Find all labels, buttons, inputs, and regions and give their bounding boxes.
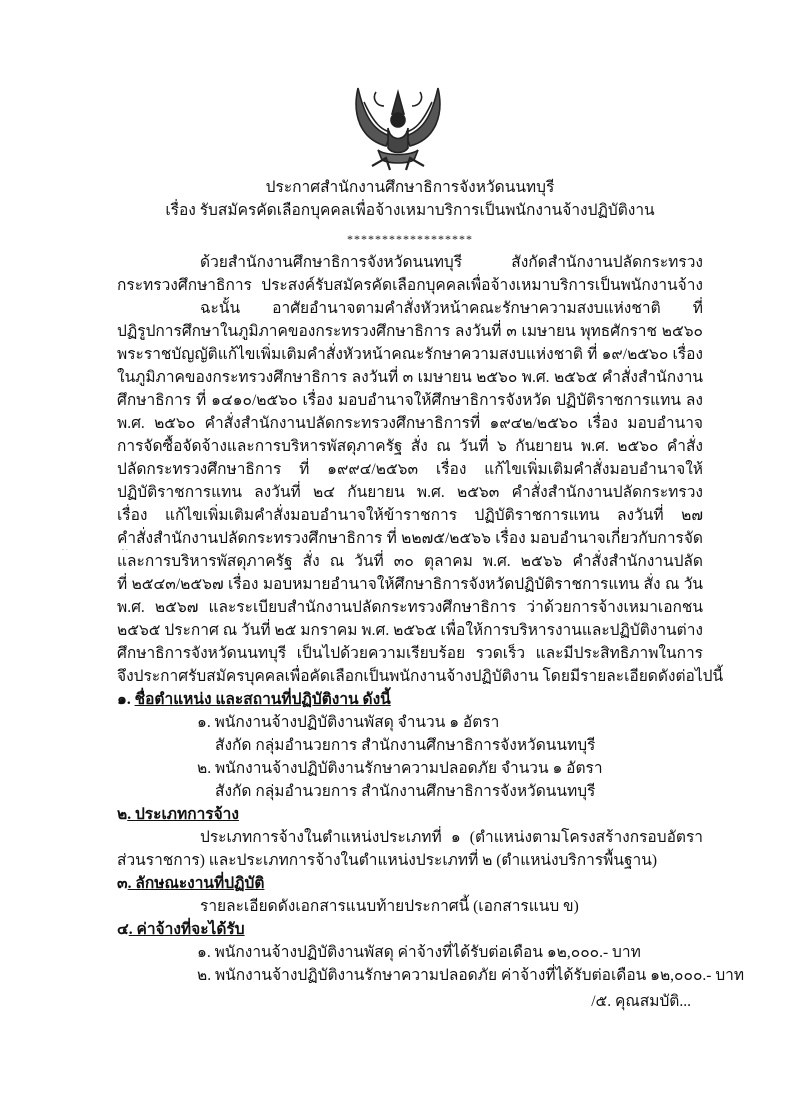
announcement-document bbox=[117, 176, 745, 1013]
section-title: . ลักษณะงานที่ปฏิบัติ bbox=[127, 875, 265, 892]
continued-note: /๕. คุณสมบัติ... bbox=[591, 993, 691, 1010]
paragraph-line: และการบริหารพัสดุภาครัฐ สั่ง ณ วันที่ ๓๐ ตุลาคม พ.ศ. ๒๕๖๖ คำสั่งสำนักงานปลัด bbox=[117, 553, 703, 570]
paragraph-line: ปลัดกระทรวงศึกษาธิการ ที่ ๑๙๙๔/๒๕๖๓ เรื่อง แก้ไขเพิ่มเติมคำสั่งมอบอำนาจให้ bbox=[117, 461, 703, 478]
section-3-heading bbox=[117, 872, 703, 895]
garuda-emblem bbox=[350, 84, 446, 174]
position-2-unit: สังกัด กลุ่มอำนวยการ สำนักงานศึกษาธิการจังหวัดนนทบุรี bbox=[215, 783, 596, 800]
paragraph-line: ที่ ๒๕๔๓/๒๕๖๗ เรื่อง มอบหมายอำนาจให้ศึกษาธิการจังหวัดปฏิบัติราชการแทน สั่ง ณ วัน bbox=[117, 576, 703, 593]
paragraph-line: พ.ศ. ๒๕๖๗ และระเบียบสำนักงานปลัดกระทรวงศึกษาธิการ ว่าด้วยการจ้างเหมาเอกชน bbox=[117, 599, 703, 616]
position-1: ๑. พนักงานจ้างปฏิบัติงานพัสดุ จำนวน ๑ อัตรา bbox=[197, 714, 500, 731]
paragraph-line: คำสั่งสำนักงานปลัดกระทรวงศึกษาธิการ ที่ ๒๒๗๕/๒๕๖๖ เรื่อง มอบอำนาจเกี่ยวกับการจัด bbox=[117, 530, 703, 547]
paragraph-line: ศึกษาธิการ ที่ ๑๔๑๐/๒๕๖๐ เรื่อง มอบอำนาจให้ศึกษาธิการจังหวัด ปฏิบัติราชการแทน ลง bbox=[117, 392, 703, 409]
paragraph-line: เรื่อง แก้ไขเพิ่มเติมคำสั่งมอบอำนาจให้ข้าราชการ ปฏิบัติราชการแทน ลงวันที่ ๒๗ bbox=[117, 507, 703, 524]
section-title: ชื่อตำแหน่ง และสถานที่ปฏิบัติงาน ดังนี้ bbox=[134, 691, 391, 708]
paragraph-line: ปฏิบัติราชการแทน ลงวันที่ ๒๔ กันยายน พ.ศ. ๒๕๖๓ คำสั่งสำนักงานปลัดกระทรวง bbox=[117, 484, 703, 501]
paragraph-line: พระราชบัญญัติแก้ไขเพิ่มเติมคำสั่งหัวหน้าคณะรักษาความสงบแห่งชาติ ที่ ๑๙/๒๕๖๐ เรื่อง bbox=[117, 346, 703, 363]
section-3-text: รายละเอียดดังเอกสารแนบท้ายประกาศนี้ (เอกสารแนบ ข) bbox=[200, 898, 579, 915]
paragraph-line: ปฏิรูปการศึกษาในภูมิภาคของกระทรวงศึกษาธิการ ลงวันที่ ๓ เมษายน พุทธศักราช ๒๕๖๐ bbox=[117, 323, 703, 340]
position-2: ๒. พนักงานจ้างปฏิบัติงานรักษาความปลอดภัย จำนวน ๑ อัตรา bbox=[197, 760, 603, 777]
wage-item-1: ๑. พนักงานจ้างปฏิบัติงานพัสดุ ค่าจ้างที่ได้รับต่อเดือน ๑๒,๐๐๐.- บาท bbox=[197, 944, 641, 961]
section-number: ๑. bbox=[117, 691, 131, 708]
separator: ****************** bbox=[347, 232, 473, 246]
section-number: ๔ bbox=[117, 921, 129, 938]
section-2-heading bbox=[117, 803, 703, 826]
paragraph-line: กระทรวงศึกษาธิการ ประสงค์รับสมัครคัดเลือกบุคคลเพื่อจ้างเหมาบริการเป็นพนักงานจ้าง bbox=[117, 277, 703, 294]
paragraph-line: ๒๕๖๕ ประกาศ ณ วันที่ ๒๕ มกราคม พ.ศ. ๒๕๖๕ เพื่อให้การบริหารงานและปฏิบัติงานต่าง bbox=[117, 622, 703, 639]
section-2-text: ประเภทการจ้างในตำแหน่งประเภทที่ ๑ (ตำแหน่งตามโครงสร้างกรอบอัตรา bbox=[200, 829, 703, 846]
wage-item-2: ๒. พนักงานจ้างปฏิบัติงานรักษาความปลอดภัย ค่าจ้างที่ได้รับต่อเดือน ๑๒,๐๐๐.- บาท bbox=[197, 967, 745, 984]
section-number: ๒ bbox=[117, 806, 128, 823]
intro-paragraph bbox=[117, 251, 703, 297]
section-2-text: ส่วนราชการ) และประเภทการจ้างในตำแหน่งประเภทที่ ๒ (ตำแหน่งบริการพื้นฐาน) bbox=[117, 852, 657, 869]
paragraph-line: ด้วยสำนักงานศึกษาธิการจังหวัดนนทบุรี สังกัดสำนักงานปลัดกระทรวง bbox=[200, 254, 703, 271]
paragraph-line: ฉะนั้น อาศัยอำนาจตามคำสั่งหัวหน้าคณะรักษาความสงบแห่งชาติ ที่ bbox=[200, 300, 703, 317]
paragraph-line: จึงประกาศรับสมัครบุคคลเพื่อคัดเลือกเป็นพนักงานจ้างปฏิบัติงาน โดยมีรายละเอียดดังต่อไปนี้ bbox=[117, 668, 724, 685]
authority-paragraph bbox=[117, 297, 724, 688]
position-1-unit: สังกัด กลุ่มอำนวยการ สำนักงานศึกษาธิการจังหวัดนนทบุรี bbox=[215, 737, 596, 754]
paragraph-line: ในภูมิภาคของกระทรวงศึกษาธิการ ลงวันที่ ๓ เมษายน ๒๕๖๐ พ.ศ. ๒๕๖๕ คำสั่งสำนักงาน bbox=[117, 369, 703, 386]
section-title: . ประเภทการจ้าง bbox=[127, 806, 239, 823]
announcement-subject: เรื่อง รับสมัครคัดเลือกบุคคลเพื่อจ้างเหมาบริการเป็นพนักงานจ้างปฏิบัติงาน bbox=[165, 202, 655, 219]
announcement-title: ประกาศสำนักงานศึกษาธิการจังหวัดนนทบุรี bbox=[265, 179, 555, 196]
section-number: ๓ bbox=[117, 875, 128, 892]
section-1-heading bbox=[117, 688, 703, 711]
paragraph-line: ศึกษาธิการจังหวัดนนทบุรี เป็นไปด้วยความเรียบร้อย รวดเร็ว และมีประสิทธิภาพในการ bbox=[117, 645, 703, 662]
section-title: . ค่าจ้างที่จะได้รับ bbox=[128, 921, 245, 938]
paragraph-line: การจัดซื้อจัดจ้างและการบริหารพัสดุภาครัฐ สั่ง ณ วันที่ ๖ กันยายน พ.ศ. ๒๕๖๐ คำสั่ง bbox=[117, 438, 703, 455]
paragraph-line: พ.ศ. ๒๕๖๐ คำสั่งสำนักงานปลัดกระทรวงศึกษาธิการที่ ๑๙๔๒/๒๕๖๐ เรื่อง มอบอำนาจ bbox=[117, 415, 703, 432]
section-4-heading bbox=[117, 918, 703, 941]
